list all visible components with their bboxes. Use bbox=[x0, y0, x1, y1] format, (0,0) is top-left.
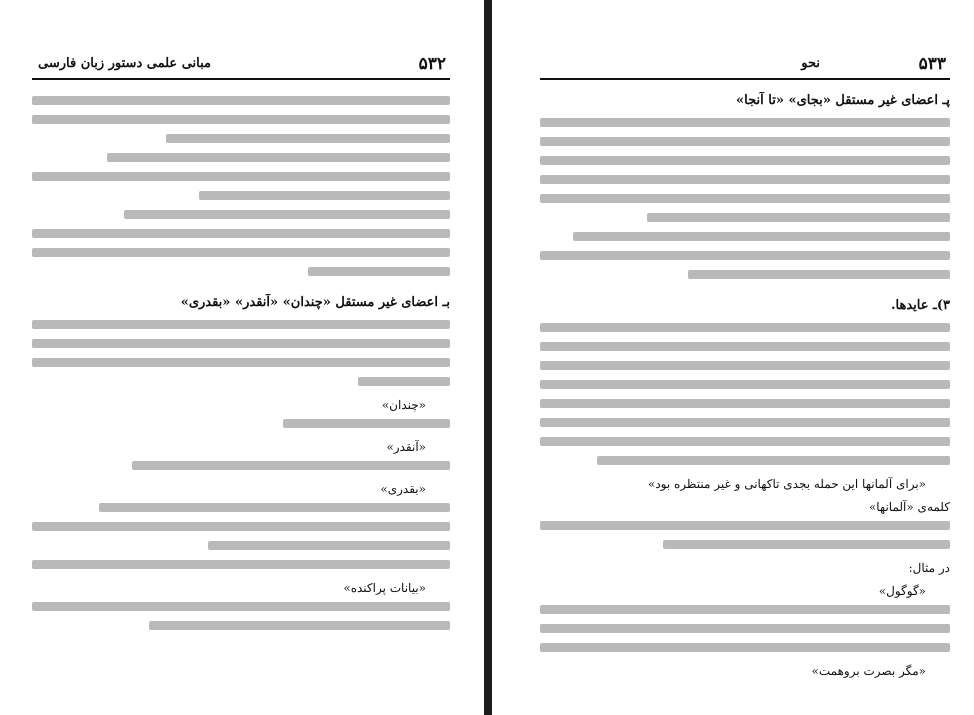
left-page-number: ۵۳۲ bbox=[418, 54, 446, 74]
text-phrase: کلمه‌ی «آلمانها» bbox=[868, 500, 950, 514]
text-line bbox=[573, 232, 950, 241]
left-running-title: مبانی علمی دستور زبان فارسی bbox=[38, 56, 211, 71]
text-line bbox=[540, 194, 950, 203]
right-section-heading bbox=[540, 92, 950, 110]
text-phrase: «گوگول» bbox=[878, 584, 926, 598]
book-gutter bbox=[484, 0, 492, 715]
text-line bbox=[32, 115, 450, 124]
right-page-header bbox=[540, 52, 950, 80]
left-heading-word: «بقدری» bbox=[180, 295, 231, 310]
text-line bbox=[32, 339, 450, 348]
text-line bbox=[597, 456, 950, 465]
text-line bbox=[540, 437, 950, 446]
left-section-heading bbox=[32, 294, 450, 312]
text-line bbox=[540, 251, 950, 260]
text-line bbox=[540, 418, 950, 427]
text-line bbox=[124, 210, 450, 219]
left-heading-opening: بـ‌ اعضای غیر مستقل bbox=[335, 295, 450, 310]
text-line bbox=[688, 270, 950, 279]
left-page-body bbox=[32, 92, 450, 640]
right-heading-opening: پـ‌ اعضای غیر مستقل bbox=[835, 93, 950, 108]
text-phrase: «مگر بصرت بروهمت» bbox=[811, 664, 926, 678]
right-page-body bbox=[540, 92, 950, 685]
text-line bbox=[107, 153, 450, 162]
text-line bbox=[32, 96, 450, 105]
text-line bbox=[308, 267, 450, 276]
text-phrase: در مثال: bbox=[908, 561, 950, 575]
text-line bbox=[540, 380, 950, 389]
text-line bbox=[166, 134, 450, 143]
left-heading-word: «آنقدر» bbox=[234, 295, 279, 310]
left-page-header bbox=[32, 52, 450, 80]
text-line bbox=[540, 399, 950, 408]
text-phrase: «برای آلمانها این حمله بجدی تاکهانی و غیر منتظره بود» bbox=[647, 477, 926, 491]
text-line bbox=[540, 521, 950, 530]
text-phrase: «آنقدر» bbox=[386, 440, 426, 454]
text-line bbox=[32, 229, 450, 238]
text-phrase: «چندان» bbox=[381, 398, 426, 412]
text-line bbox=[540, 361, 950, 370]
text-line bbox=[99, 503, 450, 512]
text-line bbox=[32, 248, 450, 257]
text-line bbox=[540, 342, 950, 351]
text-line bbox=[132, 461, 450, 470]
right-running-title: نحو bbox=[801, 56, 820, 71]
text-line bbox=[540, 156, 950, 165]
text-line bbox=[540, 605, 950, 614]
text-line bbox=[208, 541, 450, 550]
right-numbered-heading: ۳)ـ عایدها. bbox=[891, 298, 950, 313]
text-line bbox=[32, 522, 450, 531]
text-line bbox=[540, 175, 950, 184]
text-line bbox=[540, 137, 950, 146]
right-page bbox=[492, 0, 974, 715]
text-line bbox=[32, 560, 450, 569]
text-line bbox=[149, 621, 450, 630]
text-line bbox=[540, 643, 950, 652]
text-line bbox=[32, 358, 450, 367]
text-line bbox=[647, 213, 950, 222]
text-line bbox=[540, 323, 950, 332]
text-phrase: «بیانات پراکنده» bbox=[343, 581, 426, 595]
text-line bbox=[663, 540, 950, 549]
text-line bbox=[540, 118, 950, 127]
left-page bbox=[0, 0, 484, 715]
text-line bbox=[32, 320, 450, 329]
text-line bbox=[32, 172, 450, 181]
left-heading-word: «چندان» bbox=[282, 295, 331, 310]
right-heading-word: «تا آنجا» bbox=[736, 93, 784, 108]
text-line bbox=[199, 191, 450, 200]
right-heading-word: «بجای» bbox=[788, 93, 831, 108]
text-line bbox=[358, 377, 450, 386]
text-phrase: «بقدری» bbox=[380, 482, 426, 496]
text-line bbox=[540, 624, 950, 633]
text-line bbox=[283, 419, 450, 428]
right-page-number: ۵۳۳ bbox=[918, 54, 946, 74]
text-line bbox=[32, 602, 450, 611]
